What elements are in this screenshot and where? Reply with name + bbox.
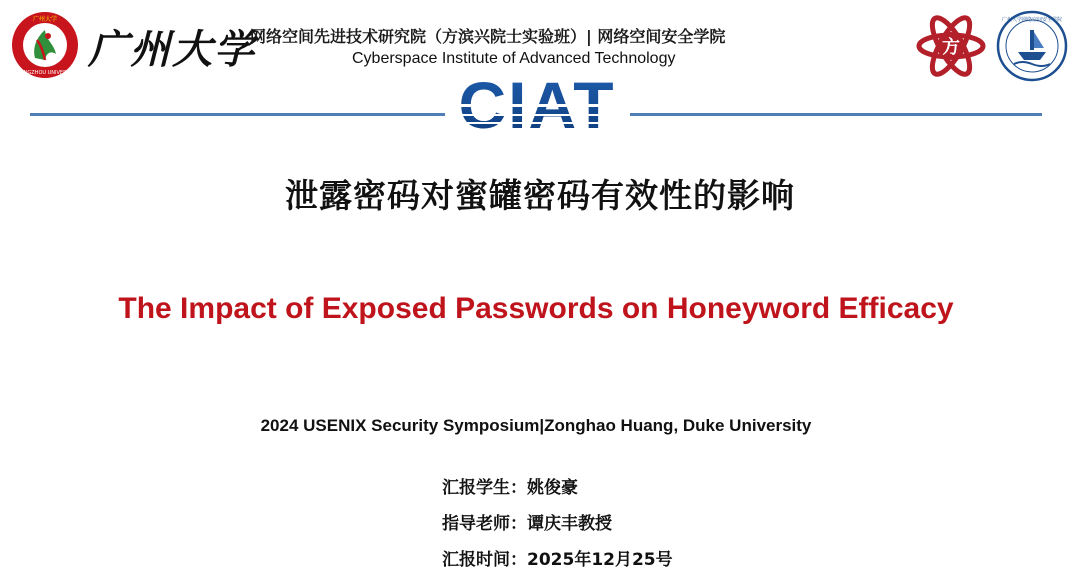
info-row-advisor bbox=[442, 510, 673, 546]
slide-title-cn: 泄露密码对蜜罐密码有效性的影响 bbox=[285, 176, 795, 215]
gu-seal-cn: 广州大学 bbox=[32, 16, 58, 23]
slide-title-en: The Impact of Exposed Passwords on Honeyword Efficacy bbox=[118, 292, 954, 325]
header-divider-left bbox=[30, 113, 445, 116]
fang-emblem-icon bbox=[915, 10, 987, 82]
ciat-logo-icon bbox=[446, 74, 628, 136]
gu-seal-text: GUANGZHOU UNIVERSITY bbox=[12, 70, 78, 76]
fang-emblem-char: 方 bbox=[942, 37, 960, 58]
institute-name-en: Cyberspace Institute of Advanced Technology bbox=[352, 50, 676, 67]
school-seal-text: 广州大学网络空间安全学院 bbox=[1001, 17, 1063, 23]
guangzhou-university-logo-icon bbox=[10, 10, 80, 80]
venue-author-line: 2024 USENIX Security Symposium|Zonghao Huang, Duke University bbox=[260, 416, 812, 435]
school-seal-icon bbox=[996, 10, 1068, 82]
info-label-date: 汇报时间： bbox=[442, 550, 527, 570]
info-value-date: 2025年12月25号 bbox=[527, 550, 673, 570]
institute-name-cn: 网络空间先进技术研究院（方滨兴院士实验班）| 网络空间安全学院 bbox=[250, 27, 726, 46]
info-value-student: 姚俊豪 bbox=[527, 478, 578, 498]
university-calligraphy-name: 广州大学 bbox=[88, 26, 256, 73]
info-row-student bbox=[442, 474, 673, 510]
info-row-date bbox=[442, 546, 673, 580]
info-label-advisor: 指导老师： bbox=[442, 514, 527, 534]
info-label-student: 汇报学生： bbox=[442, 478, 527, 498]
presenter-info bbox=[442, 474, 673, 580]
header-divider-right bbox=[630, 113, 1042, 116]
info-value-advisor: 谭庆丰教授 bbox=[527, 514, 612, 534]
